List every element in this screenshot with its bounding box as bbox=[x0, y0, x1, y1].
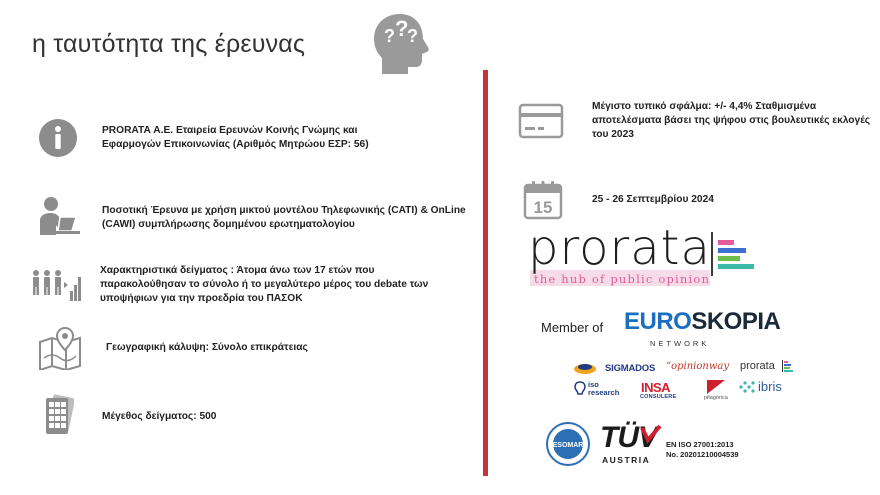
partner-iso-b: research bbox=[588, 387, 620, 397]
calendar-icon bbox=[523, 180, 563, 220]
partner-opinionway: “opinionway bbox=[666, 361, 730, 372]
iso-cert bbox=[666, 440, 739, 460]
company-text: PRORATA Α.Ε. Εταιρεία Ερευνών Κοινής Γνώμης και Εφαρμογών Επικοινωνίας (Αριθμός Μητρώου ΕΣΡ: 56) bbox=[102, 125, 369, 150]
tuv-country: AUSTRIA bbox=[602, 455, 651, 465]
card-icon bbox=[518, 101, 564, 141]
info-icon bbox=[38, 118, 78, 158]
prorata-separator bbox=[711, 232, 713, 276]
partner-iso-a: iso bbox=[588, 380, 599, 389]
esomar-seal-icon bbox=[545, 421, 591, 467]
dates-row bbox=[523, 180, 714, 220]
head-question-icon bbox=[370, 12, 432, 76]
partner-iso-icon bbox=[574, 381, 586, 397]
company-row bbox=[38, 118, 402, 158]
tuv-check-icon bbox=[640, 424, 662, 444]
partner-insa-sub: CONSULERE bbox=[640, 394, 677, 400]
error-row bbox=[518, 100, 872, 141]
svg-text:?: ? bbox=[384, 26, 395, 46]
iso-standard: EN ISO 27001:2013 bbox=[666, 440, 734, 449]
skopia-part: SKOPIA bbox=[691, 308, 781, 335]
vertical-divider bbox=[483, 70, 488, 476]
esomar-text: ESOMAR bbox=[552, 442, 584, 449]
euroskopia-logo bbox=[624, 308, 780, 336]
network-label: NETWORK bbox=[650, 339, 710, 348]
prorata-logo bbox=[528, 220, 768, 288]
svg-text:?: ? bbox=[407, 26, 418, 46]
sample-characteristics-text: Χαρακτηριστικά δείγματος : Άτομα άνω των 17 ετών που παρακολούθησαν το σύνολο ή το μεγαλύτερο μέρος του debate των υποψήφιων για την προεδρία του ΠΑΣΟΚ bbox=[100, 265, 429, 304]
method-row bbox=[36, 195, 482, 241]
dates-text: 25 - 26 Σεπτεμβρίου 2024 bbox=[592, 194, 714, 206]
prorata-tagline: the hub of public opinion bbox=[534, 272, 711, 286]
partner-iso-research bbox=[588, 381, 619, 396]
person-laptop-icon bbox=[36, 195, 82, 241]
tuv-wordmark: TÜV bbox=[600, 421, 657, 454]
sample-size-row bbox=[44, 394, 216, 440]
partner-prorata-bars-icon bbox=[782, 360, 794, 372]
partner-ibris-icon bbox=[738, 379, 756, 395]
partner-sun-logo-icon bbox=[572, 362, 598, 374]
coverage-text: Γεωγραφική κάλυψη: Σύνολο επικράτειας bbox=[106, 342, 308, 354]
method-text: Ποσοτική Έρευνα με χρήση μικτού μοντέλου Τηλεφωνικής (CATI) & OnLine (CAWI) συμπλήρωσης δομημένου ερωτηματολογίου bbox=[102, 205, 466, 230]
euro-part: EURO bbox=[624, 308, 692, 335]
iso-number: No. 20201210004539 bbox=[666, 450, 739, 460]
coverage-row bbox=[38, 326, 308, 370]
member-of-label: Member of bbox=[541, 320, 604, 335]
calendar-day: 15 bbox=[533, 198, 553, 217]
partner-prorata: prorata bbox=[740, 360, 775, 372]
page-title: η ταυτότητα της έρευνας bbox=[32, 30, 306, 58]
partner-insa: INSA bbox=[641, 380, 671, 395]
people-chart-icon bbox=[30, 265, 82, 305]
partner-ibris: ibris bbox=[758, 379, 782, 394]
svg-text:?: ? bbox=[395, 16, 409, 41]
sample-size-text: Μέγεθος δείγματος: 500 bbox=[102, 411, 217, 423]
partner-sigmados: SIGMADOS bbox=[605, 363, 656, 374]
map-icon bbox=[38, 326, 82, 370]
partner-pitagorica-icon bbox=[705, 378, 727, 396]
prorata-wordmark: prorata bbox=[528, 220, 711, 276]
sample-characteristics-row bbox=[30, 264, 430, 305]
error-text: Μέγιστο τυπικό σφάλμα: +/- 4,4% Σταθμισμένα αποτελέσματα βάσει της ψήφου στις βουλευτικές εκλογές του 2023 bbox=[592, 101, 871, 140]
cards-icon bbox=[44, 394, 74, 440]
partner-pitagorica: pitagórica bbox=[704, 395, 728, 401]
